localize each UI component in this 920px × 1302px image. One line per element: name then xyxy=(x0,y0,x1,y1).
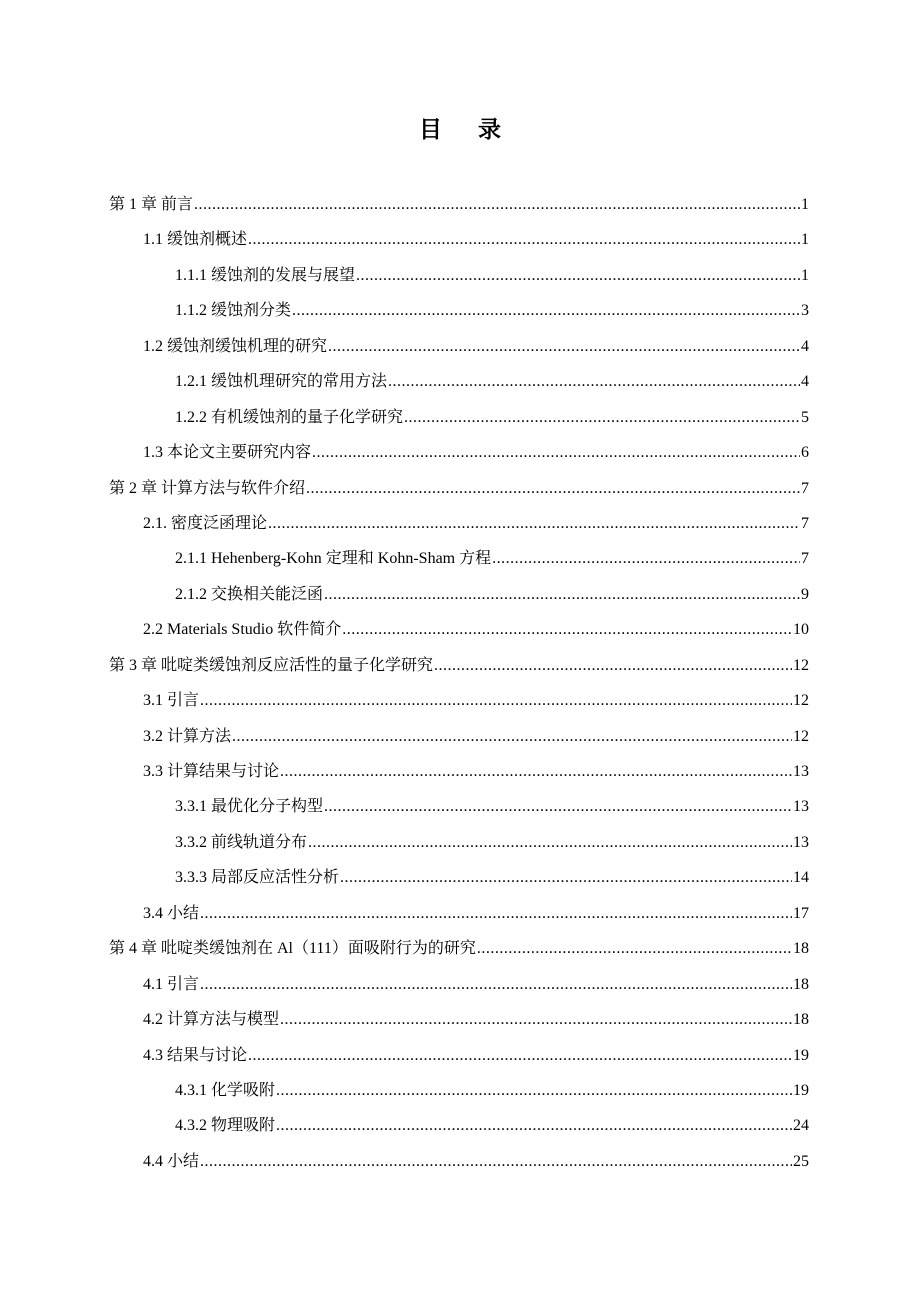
toc-entry-page-number: 24 xyxy=(793,1117,809,1135)
toc-entry-label: 第 1 章 前言 xyxy=(109,196,194,213)
toc-entry[interactable] xyxy=(143,1144,809,1179)
toc-entry[interactable] xyxy=(175,541,809,576)
toc-entry-label: 3.1 引言 xyxy=(143,692,200,710)
toc-dot-leader xyxy=(356,258,800,293)
toc-dot-leader xyxy=(312,435,800,470)
toc-entry-page-number: 12 xyxy=(793,727,809,745)
toc-entry-label: 1.1.2 缓蚀剂分类 xyxy=(175,302,292,320)
toc-dot-leader xyxy=(340,860,792,895)
toc-entry-label: 2.1.1 Hehenberg-Kohn 定理和 Kohn-Sham 方程 xyxy=(175,550,492,568)
toc-dot-leader xyxy=(434,648,792,683)
toc-dot-leader xyxy=(308,825,792,860)
toc-dot-leader xyxy=(194,187,800,222)
toc-entry[interactable] xyxy=(109,471,809,506)
toc-entry[interactable] xyxy=(143,506,809,541)
toc-entry-label: 3.3.1 最优化分子构型 xyxy=(175,798,324,816)
toc-entry-page-number: 7 xyxy=(801,514,809,532)
toc-entry-page-number: 4 xyxy=(801,373,809,391)
toc-entry-label: 1.2 缓蚀剂缓蚀机理的研究 xyxy=(143,337,328,355)
toc-entry[interactable] xyxy=(175,1073,809,1108)
toc-entry[interactable] xyxy=(175,364,809,399)
toc-entry-page-number: 19 xyxy=(793,1046,809,1064)
toc-entry-page-number: 13 xyxy=(793,833,809,851)
toc-entry-page-number: 18 xyxy=(793,975,809,993)
toc-dot-leader xyxy=(280,1002,792,1037)
toc-entry-label: 3.2 计算方法 xyxy=(143,727,232,745)
toc-dot-leader xyxy=(342,612,792,647)
toc-entry[interactable] xyxy=(143,329,809,364)
toc-entry-label: 4.3.1 化学吸附 xyxy=(175,1081,276,1099)
toc-entry-page-number: 18 xyxy=(793,1011,809,1029)
toc-entry[interactable] xyxy=(175,1108,809,1143)
toc-dot-leader xyxy=(492,541,800,576)
toc-entry-page-number: 12 xyxy=(793,656,809,674)
toc-dot-leader xyxy=(280,754,792,789)
toc-entry-page-number: 3 xyxy=(801,302,809,320)
toc-dot-leader xyxy=(404,400,800,435)
toc-dot-leader xyxy=(328,329,800,364)
toc-dot-leader xyxy=(292,293,800,328)
toc-entry-page-number: 1 xyxy=(801,266,809,284)
toc-entry[interactable] xyxy=(175,258,809,293)
toc-entry[interactable] xyxy=(143,1038,809,1073)
toc-entry-page-number: 6 xyxy=(801,444,809,462)
toc-entry-label: 2.1. 密度泛函理论 xyxy=(143,514,268,532)
toc-entry-page-number: 19 xyxy=(793,1081,809,1099)
toc-entry-page-number: 5 xyxy=(801,408,809,426)
toc-entry[interactable] xyxy=(109,931,809,966)
toc-entry-label: 2.1.2 交换相关能泛函 xyxy=(175,585,324,603)
toc-entry-label: 2.2 Materials Studio 软件简介 xyxy=(143,621,342,639)
toc-dot-leader xyxy=(324,577,800,612)
toc-entry-page-number: 25 xyxy=(793,1152,809,1170)
toc-entry-page-number: 13 xyxy=(793,798,809,816)
toc-entry[interactable] xyxy=(175,577,809,612)
toc-entry-label: 4.2 计算方法与模型 xyxy=(143,1011,280,1029)
toc-entry[interactable] xyxy=(143,222,809,257)
toc-entry-page-number: 9 xyxy=(801,585,809,603)
toc-entry-label: 3.3.3 局部反应活性分析 xyxy=(175,869,340,887)
toc-entry-label: 4.3 结果与讨论 xyxy=(143,1046,248,1064)
toc-entry-label: 3.3 计算结果与讨论 xyxy=(143,763,280,780)
toc-entry-label: 1.1 缓蚀剂概述 xyxy=(143,231,248,249)
toc-dot-leader xyxy=(200,683,792,718)
toc-entry[interactable] xyxy=(143,683,809,718)
toc-dot-leader xyxy=(232,719,792,754)
toc-entry-label: 第 3 章 吡啶类缓蚀剂反应活性的量子化学研究 xyxy=(109,656,434,674)
toc-entry[interactable] xyxy=(109,648,809,683)
toc-entry-page-number: 1 xyxy=(801,196,809,213)
toc-dot-leader xyxy=(388,364,800,399)
toc-entry-label: 1.2.2 有机缓蚀剂的量子化学研究 xyxy=(175,408,404,426)
toc-entry[interactable] xyxy=(143,612,809,647)
toc-entry-page-number: 18 xyxy=(793,940,809,958)
toc-entry[interactable] xyxy=(109,187,809,222)
toc-entry-page-number: 10 xyxy=(793,621,809,639)
toc-entry-label: 第 2 章 计算方法与软件介绍 xyxy=(109,479,306,497)
toc-entry-label: 4.4 小结 xyxy=(143,1152,200,1170)
toc-entry[interactable] xyxy=(143,896,809,931)
page-title: 目 录 xyxy=(418,117,515,143)
table-of-contents xyxy=(0,187,920,1179)
toc-entry-label: 4.1 引言 xyxy=(143,975,200,993)
toc-dot-leader xyxy=(200,896,792,931)
toc-dot-leader xyxy=(276,1073,792,1108)
toc-entry-page-number: 13 xyxy=(793,763,809,780)
toc-dot-leader xyxy=(200,1144,792,1179)
toc-entry-page-number: 14 xyxy=(793,869,809,887)
toc-entry[interactable] xyxy=(143,754,809,789)
toc-entry[interactable] xyxy=(175,860,809,895)
toc-entry-label: 第 4 章 吡啶类缓蚀剂在 Al（111）面吸附行为的研究 xyxy=(109,940,476,958)
toc-dot-leader xyxy=(276,1108,792,1143)
toc-entry-label: 4.3.2 物理吸附 xyxy=(175,1117,276,1135)
toc-dot-leader xyxy=(477,931,792,966)
toc-entry-label: 3.4 小结 xyxy=(143,904,200,922)
toc-entry-page-number: 1 xyxy=(801,231,809,249)
toc-entry[interactable] xyxy=(175,293,809,328)
toc-entry[interactable] xyxy=(143,967,809,1002)
toc-entry[interactable] xyxy=(175,400,809,435)
toc-dot-leader xyxy=(248,1038,792,1073)
toc-entry[interactable] xyxy=(143,719,809,754)
toc-entry[interactable] xyxy=(175,825,809,860)
toc-dot-leader xyxy=(306,471,800,506)
toc-dot-leader xyxy=(268,506,800,541)
toc-entry[interactable] xyxy=(143,435,809,470)
toc-entry-page-number: 4 xyxy=(801,337,809,355)
toc-entry-label: 3.3.2 前线轨道分布 xyxy=(175,833,308,851)
toc-dot-leader xyxy=(248,222,800,257)
toc-entry-label: 1.1.1 缓蚀剂的发展与展望 xyxy=(175,266,356,284)
toc-entry-page-number: 17 xyxy=(793,904,809,922)
toc-entry-page-number: 12 xyxy=(793,692,809,710)
toc-entry[interactable] xyxy=(143,1002,809,1037)
toc-dot-leader xyxy=(324,789,792,824)
toc-entry-page-number: 7 xyxy=(801,550,809,568)
toc-dot-leader xyxy=(200,967,792,1002)
toc-entry-label: 1.3 本论文主要研究内容 xyxy=(143,444,312,462)
toc-entry-page-number: 7 xyxy=(801,479,809,497)
toc-entry-label: 1.2.1 缓蚀机理研究的常用方法 xyxy=(175,373,388,391)
toc-entry[interactable] xyxy=(175,789,809,824)
